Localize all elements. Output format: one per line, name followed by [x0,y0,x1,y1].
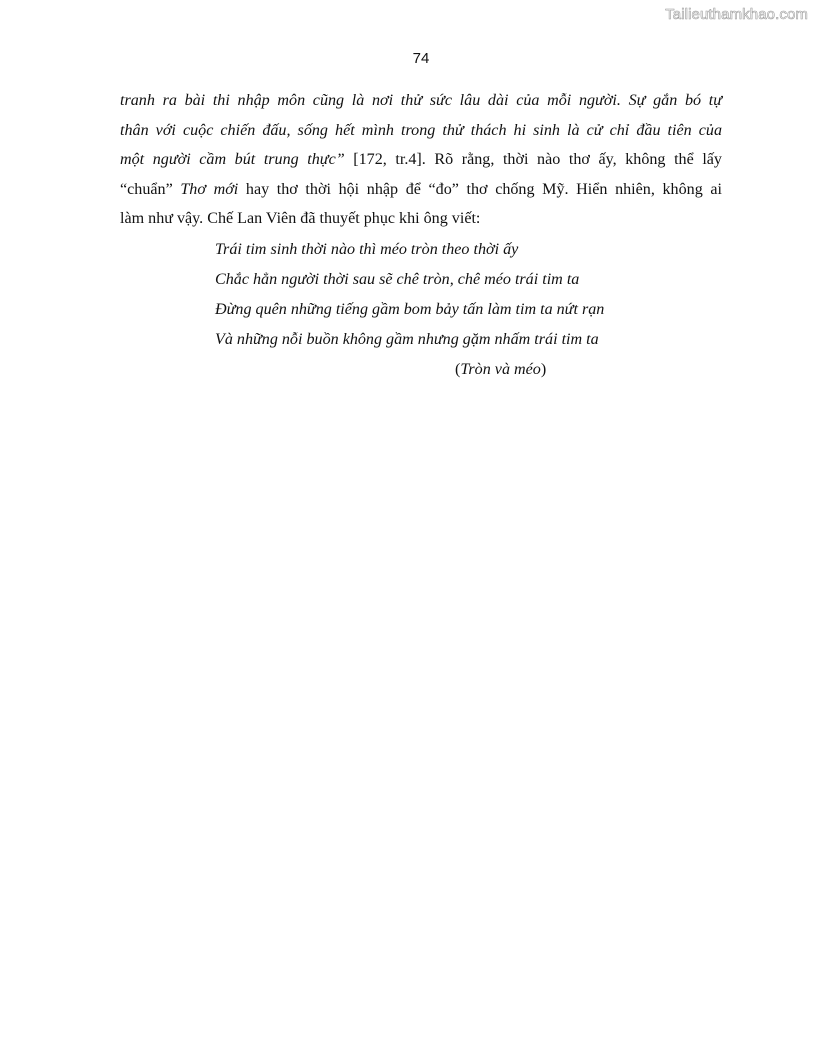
paragraph-line-3 [120,145,722,175]
poem-verse-1: Trái tim sinh thời nào thì méo tròn theo thời ấy [215,241,519,258]
tho-moi-title: Thơ mới [180,180,239,198]
paragraph-line-5: làm như vậy. Chế Lan Viên đã thuyết phục khi ông viết: [120,210,481,228]
poem-verse-3: Đừng quên những tiếng gầm bom bảy tấn làm tim ta nứt rạn [215,301,605,318]
poem-verse-4: Và những nỗi buồn không gầm nhưng gặm nhấm trái tim ta [215,331,599,348]
page-number: 74 [412,50,430,67]
poem-verse-2: Chắc hẳn người thời sau sẽ chê tròn, chê méo trái tim ta [215,271,580,288]
text-segment: “chuẩn” [120,180,181,198]
poem-title: Tròn và méo [460,361,541,378]
poem-attribution [215,355,604,385]
paren-close: ) [540,361,547,378]
paragraph-line-4 [120,175,722,205]
poem-block [215,235,604,385]
quote-end: một người cầm bút trung thực” [120,151,345,169]
body-paragraph [120,86,722,234]
citation-text: [172, tr.4]. Rõ rằng, thời nào thơ ấy, không thể lấy [344,151,722,169]
paragraph-line-2: thân với cuộc chiến đấu, sống hết mình trong thử thách hi sinh là cử chỉ đầu tiên của [120,121,722,139]
paragraph-line-1: tranh ra bài thi nhập môn cũng là nơi thử sức lâu dài của mỗi người. Sự gắn bó tự [120,92,722,109]
text-segment: hay thơ thời hội nhập để “đo” thơ chống Mỹ. Hiển nhiên, không ai [238,180,722,198]
watermark: Tailieuthamkhao.com [665,6,808,23]
paren-open: ( [455,361,461,378]
